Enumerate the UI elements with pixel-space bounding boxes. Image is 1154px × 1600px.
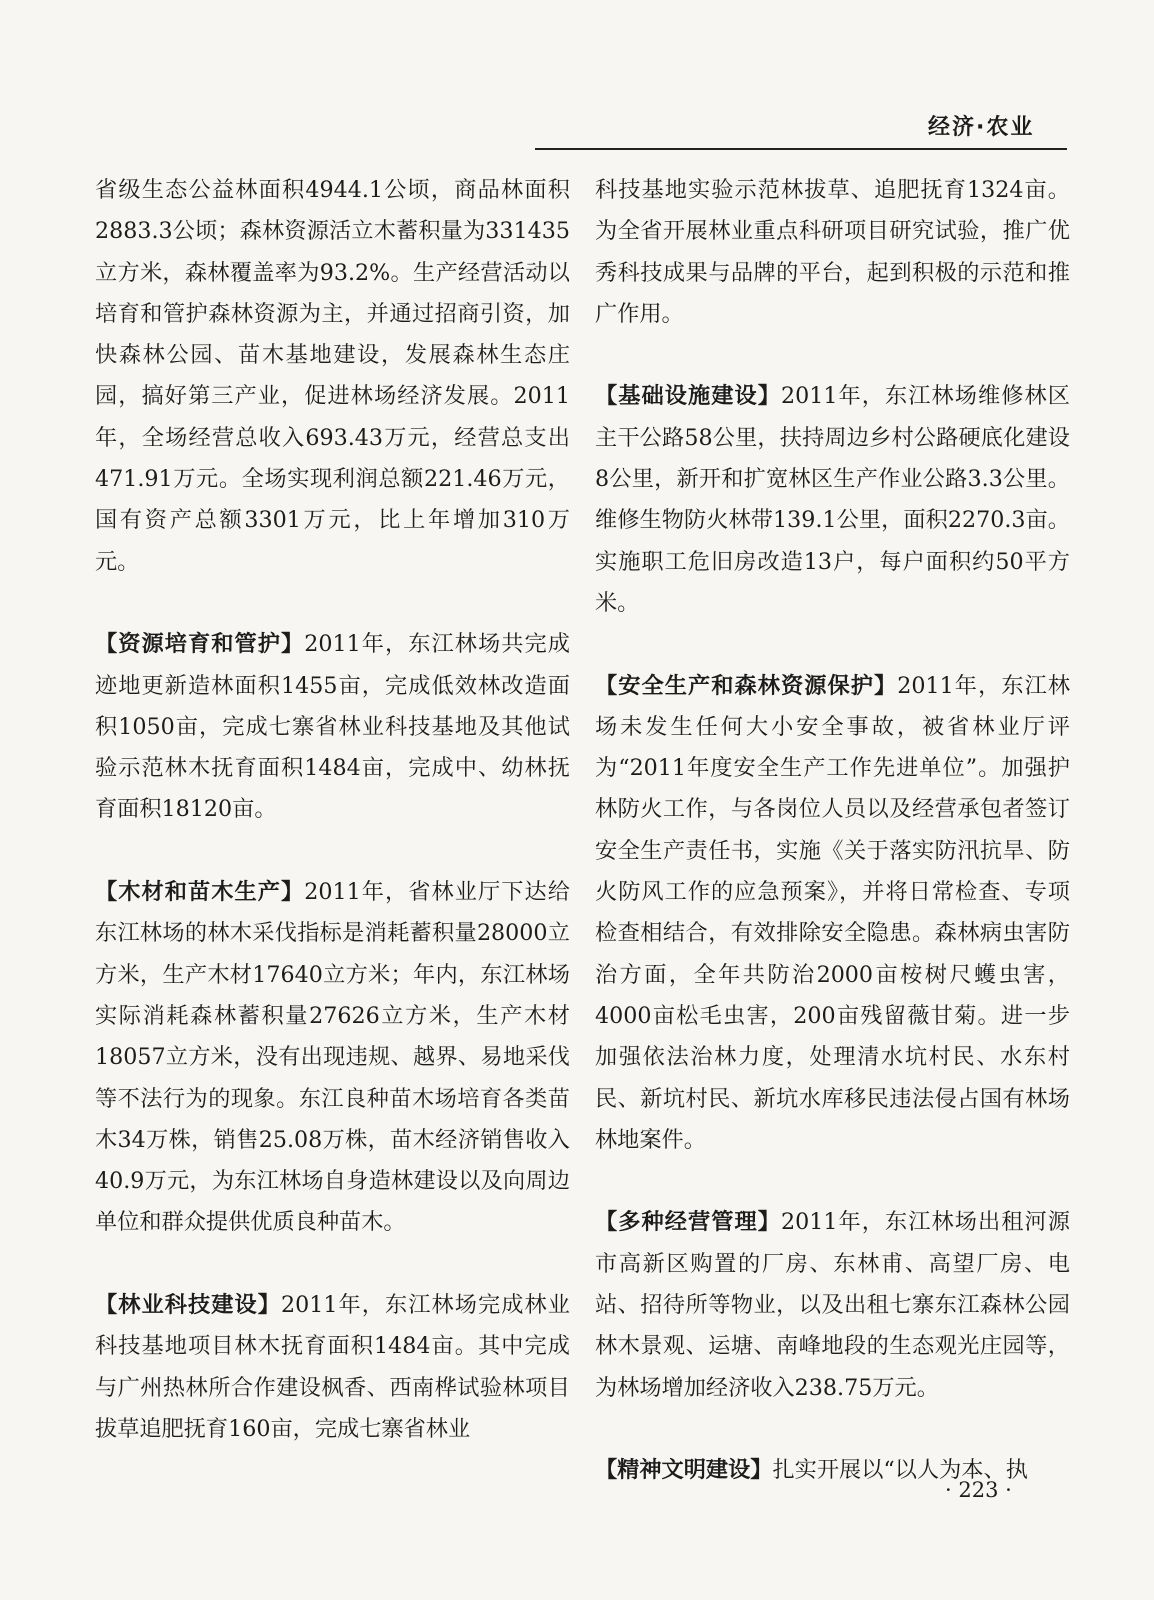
section-title: 【多种经营管理】	[595, 1209, 782, 1236]
paragraph-gap	[595, 335, 1070, 376]
paragraph-gap	[95, 1244, 570, 1285]
section-forestry-tech	[95, 1285, 570, 1450]
header-rule	[535, 148, 1067, 150]
paragraph-gap	[95, 583, 570, 624]
section-title: 【资源培育和管护】	[95, 631, 305, 658]
section-body: 2011年，东江林场未发生任何大小安全事故，被省林业厅评为“2011年度安全生产工作先进单位”。加强护林防火工作，与各岗位人员以及经营承包者签订安全生产责任书，实施《关于落实防汛抗旱、防火防风工作的应急预案》，并将日常检查、专项检查相结合，有效排除安全隐患。森林病虫害防治方面，全年共防治2000亩桉树尺蠖虫害，4000亩松毛虫害，200亩残留薇甘菊。进一步加强依法治林力度，处理清水坑村民、水东村民、新坑村民、新坑水库移民违法侵占国有林场林地案件。	[595, 672, 1071, 1153]
section-diversified-management	[595, 1202, 1070, 1408]
section-resource-cultivation	[95, 624, 570, 830]
paragraph-gap	[595, 624, 1070, 665]
continued-paragraph: 科技基地实验示范林拔草、追肥抚育1324亩。为全省开展林业重点科研项目研究试验，推广优秀科技成果与品牌的平台，起到积极的示范和推广作用。	[595, 177, 1070, 327]
paragraph-gap	[595, 1409, 1070, 1450]
paragraph-gap	[595, 1161, 1070, 1202]
section-body: 2011年，东江林场完成林业科技基地项目林木抚育面积1484亩。其中完成与广州热林所合作建设枫香、西南桦试验林项目拔草追肥抚育160亩，完成七寨省林业	[95, 1292, 570, 1442]
section-title: 【木材和苗木生产】	[95, 879, 305, 906]
intro-paragraph: 省级生态公益林面积4944.1公顷，商品林面积2883.3公顷；森林资源活立木蓄积量为331435立方米，森林覆盖率为93.2%。生产经营活动以培育和管护森林资源为主，并通过招商引资，加快森林公园、苗木基地建设，发展森林生态庄园，搞好第三产业，促进林场经济发展。2011年，全场经营总收入693.43万元，经营总支出471.91万元。全场实现利润总额221.46万元，国有资产总额3301万元，比上年增加310万元。	[95, 177, 570, 575]
section-title: 【精神文明建设】	[595, 1457, 773, 1484]
section-safety-protection	[595, 666, 1070, 1162]
right-column	[595, 170, 1070, 1492]
section-title: 【林业科技建设】	[95, 1292, 282, 1319]
section-title: 【安全生产和森林资源保护】	[595, 672, 898, 699]
section-body: 2011年，东江林场出租河源市高新区购置的厂房、东林甫、高望厂房、电站、招待所等物业，以及出租七寨东江森林公园林木景观、运塘、南峰地段的生态观光庄园等，为林场增加经济收入238.75万元。	[595, 1209, 1070, 1401]
section-infrastructure	[595, 376, 1070, 624]
section-body: 2011年，东江林场维修林区主干公路58公里，扶持周边乡村公路硬底化建设8公里，新开和扩宽林区生产作业公路3.3公里。维修生物防火林带139.1公里，面积2270.3亩。实施职工危旧房改造13户，每户面积约50平方米。	[595, 383, 1070, 616]
page-number: · 223 ·	[945, 1478, 1012, 1502]
section-body: 扎实开展以“以人为本、执	[772, 1457, 1028, 1484]
paragraph-gap	[95, 831, 570, 872]
section-body: 2011年，省林业厅下达给东江林场的林木采伐指标是消耗蓄积量28000立方米，生产木材17640立方米；年内，东江林场实际消耗森林蓄积量27626立方米，生产木材18057立方米，没有出现违规、越界、易地采伐等不法行为的现象。东江良种苗木场培育各类苗木34万株，销售25.08万株，苗木经济销售收入40.9万元，为东江林场自身造林建设以及向周边单位和群众提供优质良种苗木。	[95, 879, 570, 1236]
section-body: 2011年，东江林场共完成迹地更新造林面积1455亩，完成低效林改造面积1050亩，完成七寨省林业科技基地及其他试验示范林木抚育面积1484亩，完成中、幼林抚育面积18120亩。	[95, 631, 570, 823]
section-timber-seedling	[95, 872, 570, 1244]
left-column	[95, 170, 570, 1450]
section-title: 【基础设施建设】	[595, 383, 782, 410]
running-header: 经济·农业	[928, 115, 1035, 140]
